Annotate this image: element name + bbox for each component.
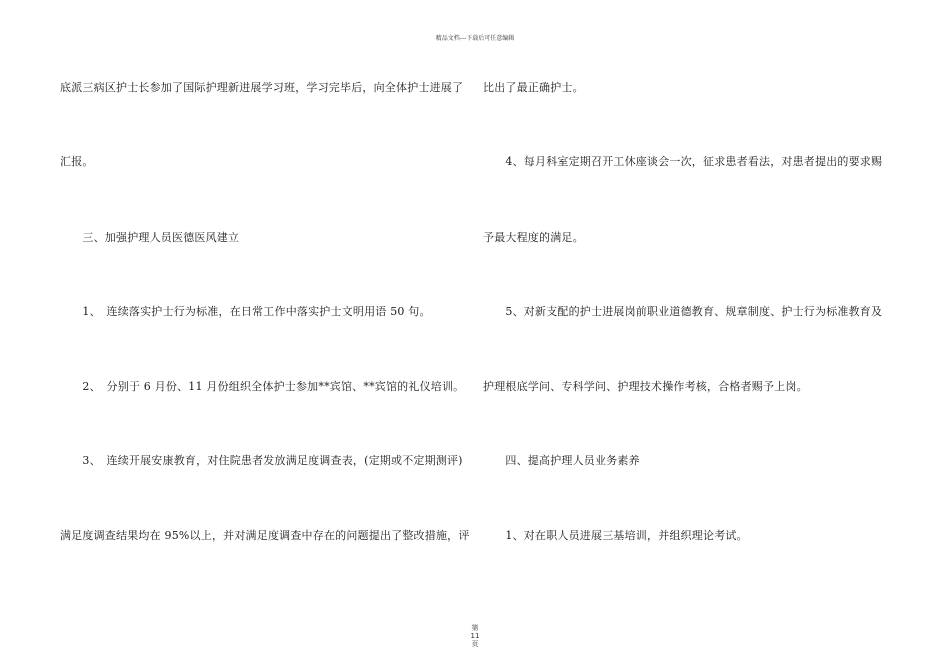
left-line-6: 3、 连续开展安康教育，对住院患者发放满足度调查表，(定期或不定期测评) [60,454,463,467]
right-line-1: 比出了最正确护士。 [483,81,584,94]
left-section-heading: 三、加强护理人员医德医风建立 [60,231,240,244]
right-column [483,0,893,620]
right-section-heading: 四、提高护理人员业务素养 [483,454,640,467]
left-line-4: 1、 连续落实护士行为标准，在日常工作中落实护士文明用语 50 句。 [60,305,431,318]
page-number-footer [0,624,950,648]
left-line-5: 2、 分别于 6 月份、11 月份组织全体护士参加**宾馆、**宾馆的礼仪培训。 [60,380,465,393]
right-line-3: 予最大程度的满足。 [483,231,584,244]
left-line-7: 满足度调查结果均在 95%以上，并对满足度调查中存在的问题提出了整改措施，评 [60,529,470,542]
right-line-4: 5、对新支配的护士进展岗前职业道德教育、规章制度、护士行为标准教育及 [483,305,883,318]
right-line-5: 护理根底学问、专科学问、护理技术操作考核，合格者赐予上岗。 [483,380,808,393]
page-prefix: 第 [471,624,479,632]
right-line-7: 1、对在职人员进展三基培训，并组织理论考试。 [483,529,748,542]
page-number: 11 [470,632,480,640]
left-line-1: 底派三病区护士长参加了国际护理新进展学习班，学习完毕后，向全体护士进展了 [60,81,464,94]
left-line-2: 汇报。 [60,155,94,168]
page-suffix: 页 [471,640,479,648]
right-line-2: 4、每月科室定期召开工休座谈会一次，征求患者看法，对患者提出的要求赐 [483,155,883,168]
left-column [60,0,470,620]
document-header: 精品文档---下载后可任意编辑 [435,35,515,42]
